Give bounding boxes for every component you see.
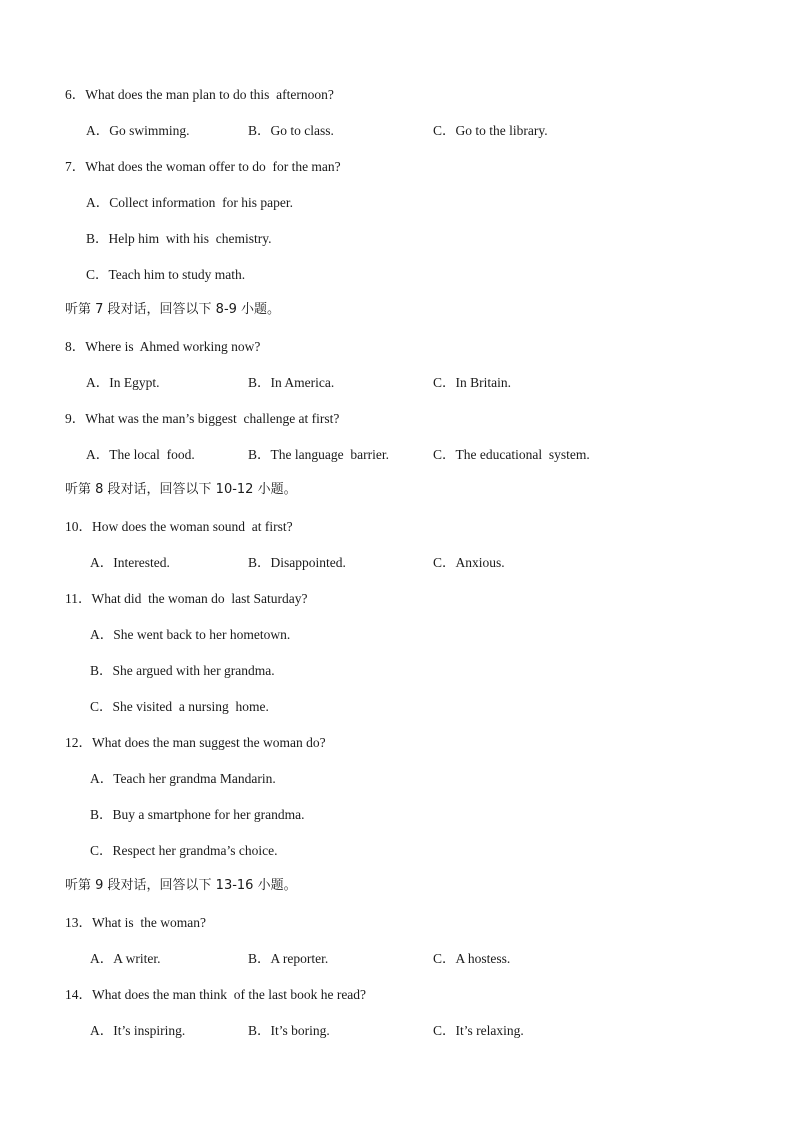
question-10-option-a: A．Interested.	[90, 555, 170, 570]
question-12-option-b: B．Buy a smartphone for her grandma.	[90, 807, 305, 822]
question-8-option-c: C．In Britain.	[433, 375, 511, 390]
question-12-stem: 12．What does the man suggest the woman do?	[65, 735, 326, 750]
question-7-option-a: A．Collect information for his paper.	[86, 195, 293, 210]
question-14-option-c: C．It’s relaxing.	[433, 1023, 524, 1038]
question-10-stem: 10．How does the woman sound at first?	[65, 519, 293, 534]
question-11-option-a: A．She went back to her hometown.	[90, 627, 291, 642]
question-13-option-b: B．A reporter.	[248, 951, 329, 966]
question-11-option-c: C．She visited a nursing home.	[90, 699, 269, 714]
question-7-option-b: B．Help him with his chemistry.	[86, 231, 272, 246]
question-13-option-a: A．A writer.	[90, 951, 161, 966]
section-7-instruction: 听第 7 段对话，回答以下 8-9 小题。	[65, 302, 281, 317]
question-6-stem: 6．What does the man plan to do this afternoon?	[65, 87, 334, 102]
question-11-stem: 11．What did the woman do last Saturday?	[65, 591, 308, 606]
question-10-option-c: C．Anxious.	[433, 555, 505, 570]
question-12-option-a: A．Teach her grandma Mandarin.	[90, 771, 276, 786]
question-8-stem: 8．Where is Ahmed working now?	[65, 339, 261, 354]
question-7-stem: 7．What does the woman offer to do for the man?	[65, 159, 341, 174]
section-9-instruction: 听第 9 段对话，回答以下 13-16 小题。	[65, 878, 297, 893]
question-14-option-a: A．It’s inspiring.	[90, 1023, 186, 1038]
question-6-option-a: A．Go swimming.	[86, 123, 190, 138]
question-9-option-c: C．The educational system.	[433, 447, 590, 462]
question-7-option-c: C．Teach him to study math.	[86, 267, 246, 282]
section-8-instruction: 听第 8 段对话，回答以下 10-12 小题。	[65, 482, 297, 497]
question-9-stem: 9．What was the man’s biggest challenge at first?	[65, 411, 340, 426]
question-14-stem: 14．What does the man think of the last book he read?	[65, 987, 367, 1002]
question-13-option-c: C．A hostess.	[433, 951, 511, 966]
question-11-option-b: B．She argued with her grandma.	[90, 663, 275, 678]
question-8-option-b: B．In America.	[248, 375, 335, 390]
question-12-option-c: C．Respect her grandma’s choice.	[90, 843, 278, 858]
question-14-option-b: B．It’s boring.	[248, 1023, 330, 1038]
question-6-option-c: C．Go to the library.	[433, 123, 548, 138]
question-6-option-b: B．Go to class.	[248, 123, 334, 138]
question-13-stem: 13．What is the woman?	[65, 915, 206, 930]
question-9-option-b: B．The language barrier.	[248, 447, 389, 462]
question-9-option-a: A．The local food.	[86, 447, 195, 462]
question-10-option-b: B．Disappointed.	[248, 555, 346, 570]
question-8-option-a: A．In Egypt.	[86, 375, 160, 390]
